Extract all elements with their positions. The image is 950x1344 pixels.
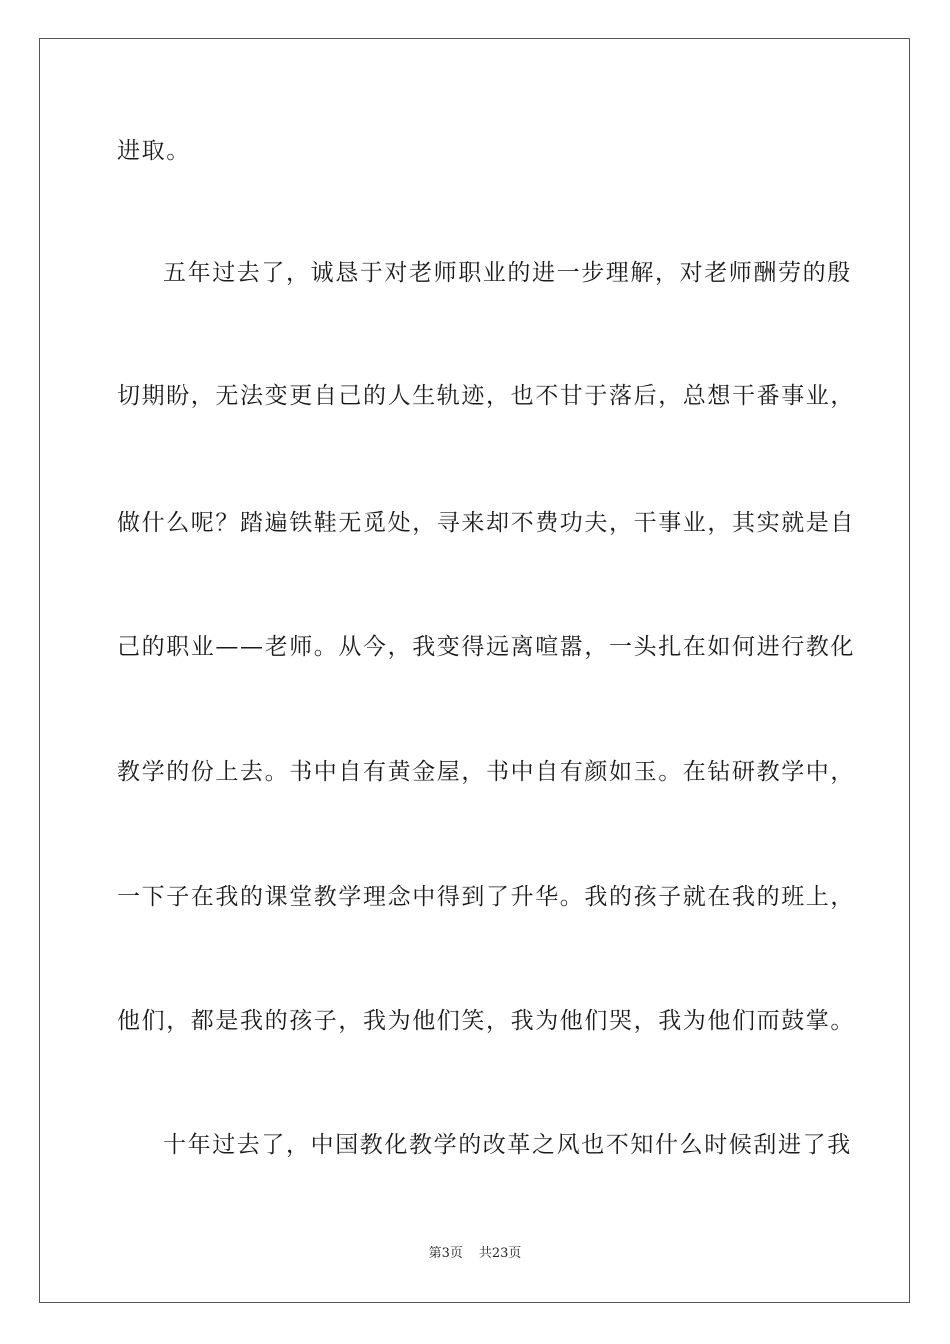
text-line: 己的职业——老师。从今，我变得远离喧嚣，一头扎在如何进行教化: [117, 634, 855, 660]
page-footer: [0, 1245, 950, 1263]
paragraph-start-line: 五年过去了，诚恳于对老师职业的进一步理解，对老师酬劳的殷: [163, 260, 852, 286]
page-total: 共23页: [478, 1246, 522, 1261]
paragraph-start-line: 十年过去了，中国教化教学的改革之风也不知什么时候刮进了我: [163, 1132, 852, 1158]
text-line: 进取。: [117, 138, 191, 164]
text-line: 做什么呢？踏遍铁鞋无觅处，寻来却不费功夫，干事业，其实就是自: [117, 510, 855, 536]
page-frame: [39, 38, 910, 1303]
text-line: 一下子在我的课堂教学理念中得到了升华。我的孩子就在我的班上，: [117, 884, 855, 910]
text-line: 他们，都是我的孩子，我为他们笑，我为他们哭，我为他们而鼓掌。: [117, 1008, 855, 1034]
page-number: 第3页: [428, 1246, 463, 1261]
text-line: 教学的份上去。书中自有黄金屋，书中自有颜如玉。在钻研教学中，: [117, 759, 855, 785]
text-line: 切期盼，无法变更自己的人生轨迹，也不甘于落后，总想干番事业，: [117, 383, 855, 409]
